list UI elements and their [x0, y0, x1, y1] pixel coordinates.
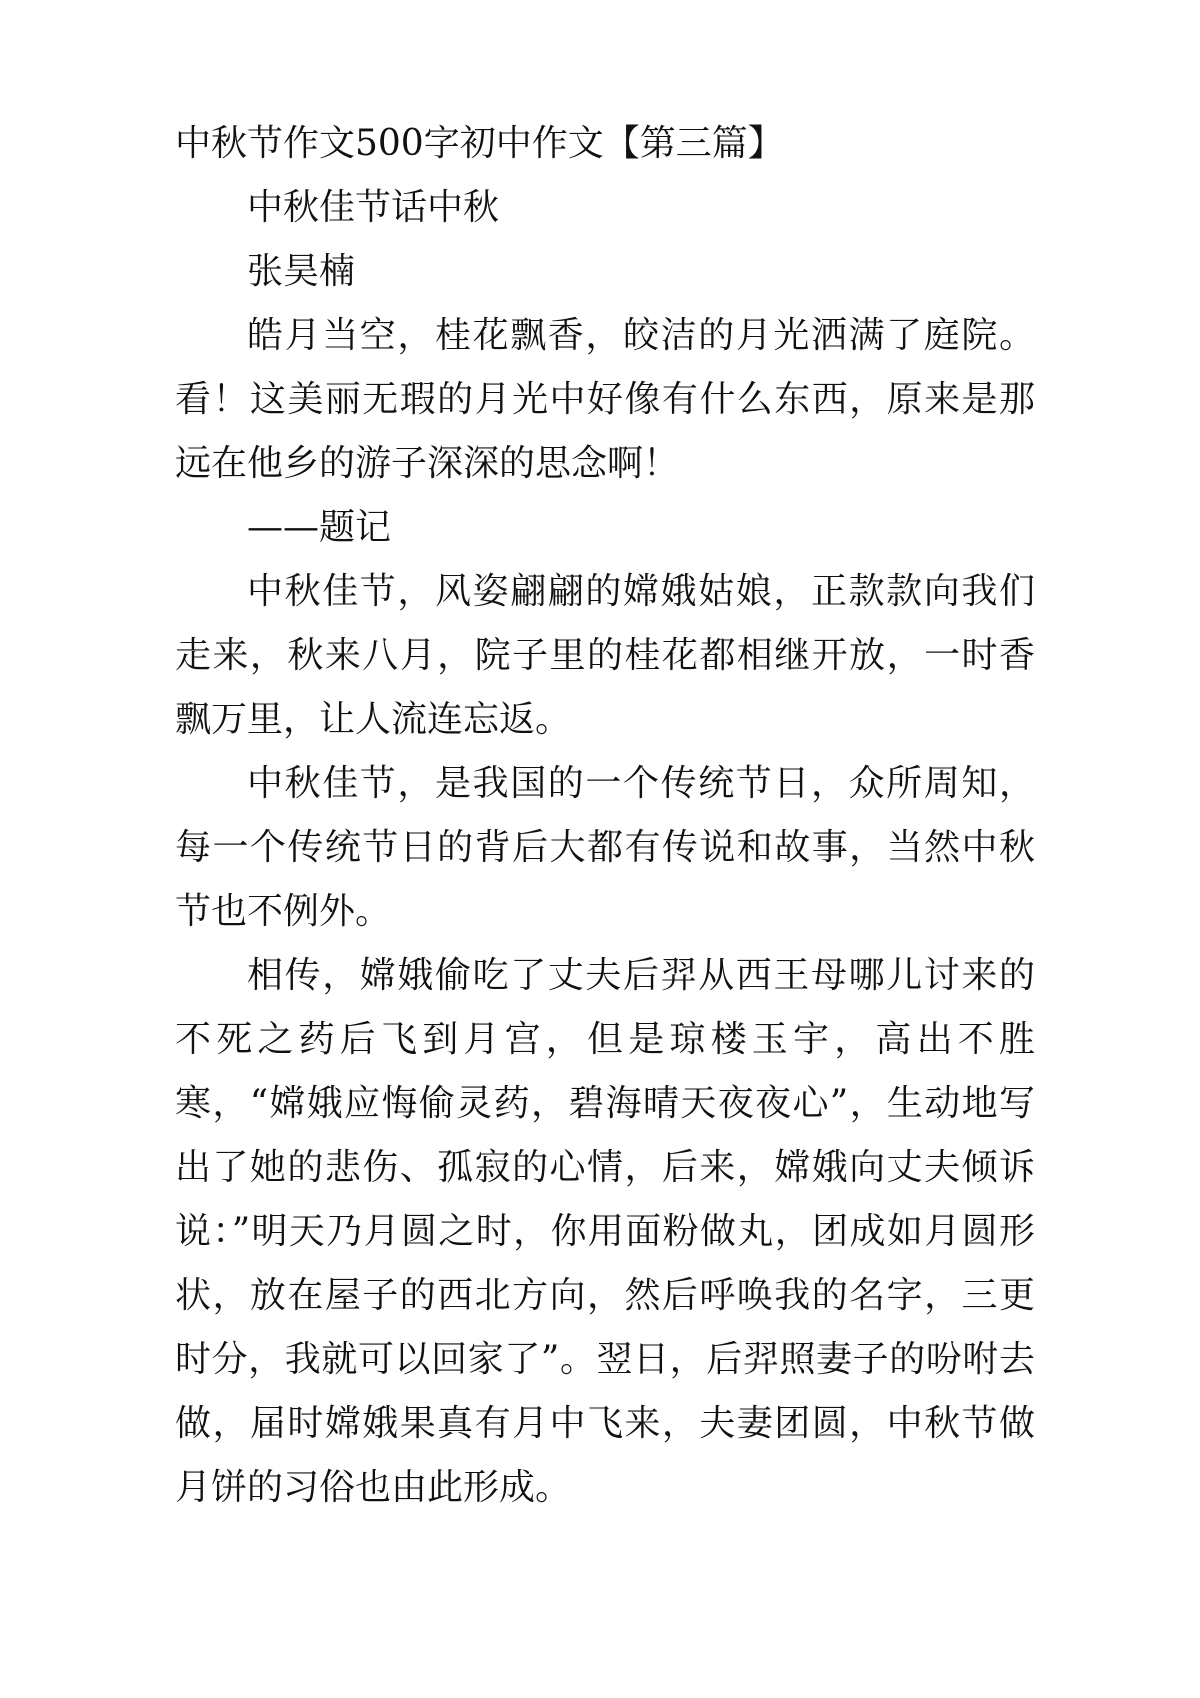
paragraph-intro: 皓月当空，桂花飘香，皎洁的月光洒满了庭院。看！这美丽无瑕的月光中好像有什么东西，原来是那远在他乡的游子深深的思念啊！ [175, 315, 1035, 484]
document-heading: 中秋节作文500字初中作文【第三篇】 [175, 123, 784, 164]
document-body [175, 112, 1035, 1520]
paragraph-3: 相传，嫦娥偷吃了丈夫后羿从西王母哪儿讨来的不死之药后飞到月宫，但是琼楼玉宇，高出不胜寒，“嫦娥应悔偷灵药，碧海晴天夜夜心”，生动地写出了她的悲伤、孤寂的心情，后来，嫦娥向丈夫倾诉说：”明天乃月圆之时，你用面粉做丸，团成如月圆形状，放在屋子的西北方向，然后呼唤我的名字，三更时分，我就可以回家了”。翌日，后羿照妻子的吩咐去做，届时嫦娥果真有月中飞来，夫妻团圆，中秋节做月饼的习俗也由此形成。 [175, 955, 1035, 1508]
essay-author: 张昊楠 [247, 251, 356, 292]
essay-title: 中秋佳节话中秋 [247, 187, 500, 228]
epigraph-label: ——题记 [247, 507, 392, 548]
paragraph-2: 中秋佳节，是我国的一个传统节日，众所周知，每一个传统节日的背后大都有传说和故事，当然中秋节也不例外。 [175, 763, 1035, 932]
paragraph-1: 中秋佳节，风姿翩翩的嫦娥姑娘，正款款向我们走来，秋来八月，院子里的桂花都相继开放，一时香飘万里，让人流连忘返。 [175, 571, 1035, 740]
